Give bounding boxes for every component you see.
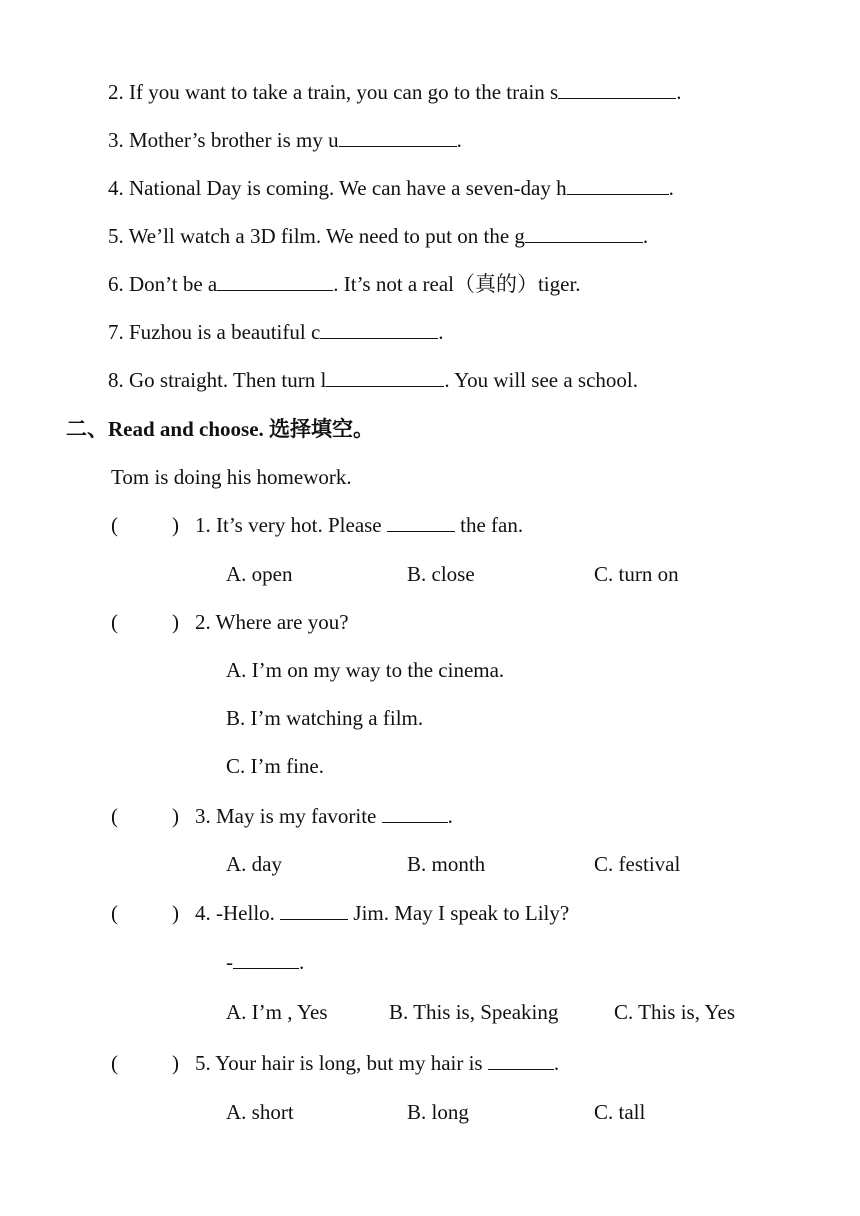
answer-box-5[interactable] <box>124 1049 168 1077</box>
item-text-after: . It’s not a real（真的）tiger. <box>333 272 581 296</box>
option-c[interactable]: C. turn on <box>594 562 679 586</box>
question-blank <box>382 802 448 823</box>
option-a[interactable]: A. I’m , Yes <box>226 1000 328 1024</box>
section-heading <box>66 415 374 443</box>
fill-in-item-5 <box>108 222 648 250</box>
option-a[interactable]: A. short <box>226 1100 294 1124</box>
option-b[interactable]: B. long <box>407 1100 469 1124</box>
item-number: 7. <box>108 320 124 344</box>
fill-in-item-3 <box>108 126 462 154</box>
answer-box-2[interactable] <box>124 608 168 636</box>
question-text: Where are you? <box>215 610 349 634</box>
answer-blank[interactable] <box>217 270 333 291</box>
answer-blank[interactable] <box>320 318 438 339</box>
answer-paren-open-1: ( <box>111 513 118 537</box>
answer-paren-open-4: ( <box>111 901 118 925</box>
item-number: 2. <box>108 80 124 104</box>
question-text-after: . <box>553 1051 560 1075</box>
option-b[interactable]: B. I’m watching a film. <box>226 706 424 730</box>
option-b[interactable]: B. month <box>407 852 486 876</box>
question-3 <box>195 802 453 830</box>
question-1 <box>195 511 523 539</box>
fill-in-item-2 <box>108 78 681 106</box>
question-number: 2. <box>195 610 211 634</box>
item-text-before: National Day is coming. We can have a seven-day h <box>129 176 567 200</box>
item-text-before: We’ll watch a 3D film. We need to put on the g <box>128 224 525 248</box>
answer-paren-close-3: ) <box>172 804 179 828</box>
option-a[interactable]: A. open <box>226 562 293 586</box>
item-text-before: If you want to take a train, you can go to the train s <box>129 80 559 104</box>
item-number: 5. <box>108 224 124 248</box>
option-c[interactable]: C. I’m fine. <box>226 754 324 778</box>
question-2 <box>195 608 349 636</box>
answer-paren-close-1: ) <box>172 513 179 537</box>
question-blank <box>488 1049 554 1070</box>
answer-paren-open-5: ( <box>111 1051 118 1075</box>
answer-box-1[interactable] <box>124 511 168 539</box>
question-4 <box>195 899 569 927</box>
question-number: 5. <box>195 1051 211 1075</box>
item-number: 6. <box>108 272 124 296</box>
answer-paren-close-5: ) <box>172 1051 179 1075</box>
item-number: 8. <box>108 368 124 392</box>
reply-suffix: . <box>299 950 305 974</box>
option-b[interactable]: B. close <box>407 562 475 586</box>
item-text-after: . <box>456 128 462 152</box>
question-number: 3. <box>195 804 211 828</box>
item-text-before: Don’t be a <box>129 272 218 296</box>
item-text-after: . <box>438 320 444 344</box>
reply-prefix: - <box>226 950 233 974</box>
answer-paren-close-4: ) <box>172 901 179 925</box>
fill-in-item-6 <box>108 270 581 298</box>
question-text-before: It’s very hot. Please <box>216 513 382 537</box>
question-text-before: -Hello. <box>216 901 275 925</box>
option-c[interactable]: C. festival <box>594 852 681 876</box>
item-text-after: . <box>676 80 682 104</box>
item-text-before: Go straight. Then turn l <box>129 368 327 392</box>
section-intro: Tom is doing his homework. <box>111 465 352 489</box>
item-text-after: . <box>642 224 649 248</box>
answer-box-4[interactable] <box>124 899 168 927</box>
answer-paren-close-2: ) <box>172 610 179 634</box>
question-text-before: May is my favorite <box>216 804 377 828</box>
section-number: 二、 <box>66 417 108 441</box>
item-text-before: Mother’s brother is my u <box>129 128 339 152</box>
fill-in-item-4 <box>108 174 674 202</box>
section-title-en: Read and choose. <box>108 417 264 441</box>
answer-blank[interactable] <box>558 78 676 99</box>
answer-blank[interactable] <box>339 126 457 147</box>
item-text-after: . You will see a school. <box>444 368 639 392</box>
question-number: 4. <box>195 901 211 925</box>
question-text-after: the fan. <box>460 513 524 537</box>
question-text-after: Jim. May I speak to Lily? <box>353 901 570 925</box>
answer-blank[interactable] <box>326 366 444 387</box>
reply-blank <box>233 948 299 969</box>
item-number: 4. <box>108 176 124 200</box>
option-a[interactable]: A. I’m on my way to the cinema. <box>226 658 505 682</box>
item-text-before: Fuzhou is a beautiful c <box>129 320 321 344</box>
answer-paren-open-2: ( <box>111 610 118 634</box>
option-c[interactable]: C. tall <box>594 1100 646 1124</box>
option-b[interactable]: B. This is, Speaking <box>389 1000 559 1024</box>
question-text-after: . <box>447 804 453 828</box>
answer-box-3[interactable] <box>124 802 168 830</box>
item-number: 3. <box>108 128 124 152</box>
question-5 <box>195 1049 559 1077</box>
option-a[interactable]: A. day <box>226 852 282 876</box>
question-text-before: Your hair is long, but my hair is <box>215 1051 483 1075</box>
fill-in-item-7 <box>108 318 444 346</box>
answer-blank[interactable] <box>567 174 669 195</box>
answer-blank[interactable] <box>525 222 643 243</box>
question-number: 1. <box>195 513 211 537</box>
question-4-reply <box>226 948 304 976</box>
question-blank <box>280 899 348 920</box>
option-c[interactable]: C. This is, Yes <box>614 1000 735 1024</box>
section-title-cn: 选择填空。 <box>269 417 375 441</box>
answer-paren-open-3: ( <box>111 804 118 828</box>
fill-in-item-8 <box>108 366 638 394</box>
item-text-after: . <box>668 176 674 200</box>
question-blank <box>387 511 455 532</box>
